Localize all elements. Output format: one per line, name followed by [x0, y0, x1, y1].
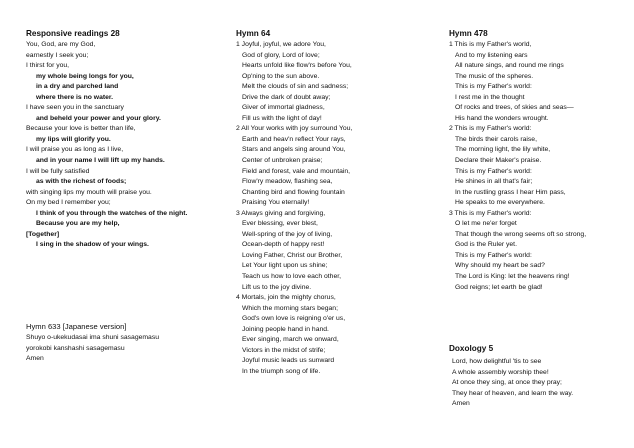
- responsive-readings-title: Responsive readings 28: [26, 29, 120, 38]
- hymn-478-line: He speaks to me everywhere.: [455, 199, 545, 207]
- hymn-478-line: 2 This is my Father's world:: [449, 125, 532, 133]
- hymn-478-line: The music of the spheres.: [455, 72, 534, 80]
- hymn-478-line: In the rustling grass I hear Him pass,: [455, 188, 566, 196]
- hymn-64-line: 4 Mortals, join the mighty chorus,: [236, 294, 336, 302]
- hymn-64-line: Joyful music leads us sunward: [242, 357, 335, 365]
- hymn-478-line: O let me ne'er forget: [455, 220, 517, 228]
- hymn-64-line: Op'ning to the sun above.: [242, 72, 320, 80]
- hymn-64-line: Ever singing, march we onward,: [242, 336, 339, 344]
- hymn-64-line: God of glory, Lord of love;: [242, 51, 320, 59]
- hymn-64-section: [236, 27, 436, 378]
- hymn-64-line: Flow'ry meadow, flashing sea,: [242, 178, 333, 186]
- reading-line: I sing in the shadow of your wings.: [36, 241, 149, 249]
- hymn-478-line: The birds their carols raise,: [455, 135, 537, 143]
- doxology-line: Amen: [452, 400, 470, 408]
- reading-line: with singing lips my mouth will praise you.: [26, 188, 152, 196]
- hymn-64-line: Fill us with the light of day!: [242, 114, 322, 122]
- hymn-478-line: This is my Father's world:: [455, 251, 532, 259]
- doxology-line: A whole assembly worship thee!: [452, 368, 549, 376]
- hymn-64-line: Lift us to the joy divine.: [242, 283, 312, 291]
- hymn-64-line: Melt the clouds of sin and sadness;: [242, 83, 349, 91]
- reading-line: Because your love is better than life,: [26, 125, 136, 133]
- reading-line: Because you are my help,: [36, 220, 120, 228]
- hymn-478-title: Hymn 478: [449, 29, 488, 38]
- reading-line: You, God, are my God,: [26, 41, 96, 48]
- hymn-64-line: Loving Father, Christ our Brother,: [242, 251, 343, 259]
- doxology-line: At once they sing, at once they pray;: [452, 379, 562, 387]
- hymn-478-line: And to my listening ears: [455, 51, 528, 59]
- hymn-64-line: Ocean-depth of happy rest!: [242, 241, 325, 249]
- responsive-readings-lines: [26, 40, 226, 251]
- reading-line: On my bed I remember you;: [26, 199, 111, 207]
- hymn-64-line: Victors in the midst of strife;: [242, 346, 326, 354]
- hymn-64-line: 2 All Your works with joy surround You,: [236, 125, 353, 133]
- hymn-478-line: The morning light, the lily white,: [455, 146, 551, 154]
- hymn-64-line: Chanting bird and flowing fountain: [242, 188, 345, 196]
- hymn-478-line: Why should my heart be sad?: [455, 262, 545, 270]
- hymn-64-line: Ever blessing, ever blest,: [242, 220, 318, 228]
- hymn-633-title: Hymn 633 [Japanese version]: [26, 322, 127, 331]
- hymn-64-line: Praising You eternally!: [242, 199, 310, 207]
- hymn-64-line: 1 Joyful, joyful, we adore You,: [236, 41, 326, 48]
- hymn-478-line: His hand the wonders wrought.: [455, 114, 549, 122]
- reading-line: I have seen you in the sanctuary: [26, 104, 124, 112]
- hymn-64-line: Earth and heav'n reflect Your rays,: [242, 135, 346, 143]
- reading-line: and in your name I will lift up my hands.: [36, 157, 165, 165]
- hymn-478-line: This is my Father's world:: [455, 83, 532, 91]
- hymn-478-line: That though the wrong seems oft so strong,: [455, 230, 587, 238]
- hymn-478-line: The Lord is King: let the heavens ring!: [455, 273, 570, 281]
- reading-line: where there is no water.: [36, 93, 114, 101]
- reading-line: my whole being longs for you,: [36, 72, 134, 80]
- doxology-line: They hear of heaven, and learn the way.: [452, 389, 574, 397]
- reading-line: earnestly I seek you;: [26, 51, 89, 59]
- hymn-64-lines: [236, 40, 436, 378]
- reading-line: I thirst for you,: [26, 62, 70, 70]
- hymn-64-line: Center of unbroken praise;: [242, 157, 323, 165]
- hymn-478-line: I rest me in the thought: [455, 93, 525, 101]
- reading-line: my lips will glorify you.: [36, 135, 111, 143]
- hymn-64-line: Teach us how to love each other,: [242, 273, 341, 281]
- hymn-478-line: God reigns; let earth be glad!: [455, 283, 543, 291]
- hymn-64-line: 3 Always giving and forgiving,: [236, 209, 326, 217]
- hymn-64-line: Drive the dark of doubt away;: [242, 93, 331, 101]
- hymn-633-line: Shuyo o-ukekudasai ima shuni sasagemasu: [26, 334, 159, 341]
- hymn-64-line: Let Your light upon us shine;: [242, 262, 328, 270]
- doxology-section: [449, 342, 629, 410]
- doxology-line: Lord, how delightful 'tis to see: [452, 358, 542, 365]
- hymn-64-line: Well-spring of the joy of living,: [242, 230, 333, 238]
- hymn-478-line: He shines in all that's fair;: [455, 178, 533, 186]
- hymn-478-lines: [449, 40, 629, 293]
- hymn-64-line: Which the morning stars began;: [242, 304, 338, 312]
- hymn-478-section: [449, 27, 629, 293]
- doxology-title: Doxology 5: [449, 344, 494, 353]
- hymn-633-line: Amen: [26, 355, 44, 363]
- hymn-478-line: Declare their Maker's praise.: [455, 157, 542, 165]
- hymn-64-line: Hearts unfold like flow'rs before You,: [242, 62, 352, 70]
- hymn-478-line: 3 This is my Father's world:: [449, 209, 532, 217]
- hymn-64-line: Field and forest, vale and mountain,: [242, 167, 351, 175]
- hymn-478-line: All nature sings, and round me rings: [455, 62, 564, 70]
- reading-line: I think of you through the watches of the night.: [36, 209, 188, 217]
- hymn-64-line: God's own love is reigning o'er us,: [242, 315, 346, 323]
- hymn-478-line: This is my Father's world:: [455, 167, 532, 175]
- hymn-478-line: 1 This is my Father's world,: [449, 41, 532, 48]
- hymn-478-line: Of rocks and trees, of skies and seas—: [455, 104, 574, 112]
- hymn-633-line: yorokobi kanshashi sasagemasu: [26, 344, 125, 352]
- hymn-633-section: [26, 321, 226, 365]
- reading-line: I will be fully satisfied: [26, 167, 90, 175]
- reading-line: in a dry and parched land: [36, 83, 119, 91]
- reading-line: [Together]: [26, 230, 60, 238]
- reading-line: as with the richest of foods;: [36, 178, 127, 186]
- hymn-64-line: Stars and angels sing around You,: [242, 146, 346, 154]
- reading-line: and beheld your power and your glory.: [36, 114, 161, 122]
- hymn-64-line: Joining people hand in hand.: [242, 325, 329, 333]
- reading-line: I will praise you as long as I live,: [26, 146, 124, 154]
- hymn-64-line: Giver of immortal gladness,: [242, 104, 325, 112]
- hymn-64-title: Hymn 64: [236, 29, 271, 38]
- responsive-readings-section: [26, 27, 226, 251]
- hymn-478-line: God is the Ruler yet.: [455, 241, 517, 249]
- hymn-64-line: In the triumph song of life.: [242, 367, 321, 375]
